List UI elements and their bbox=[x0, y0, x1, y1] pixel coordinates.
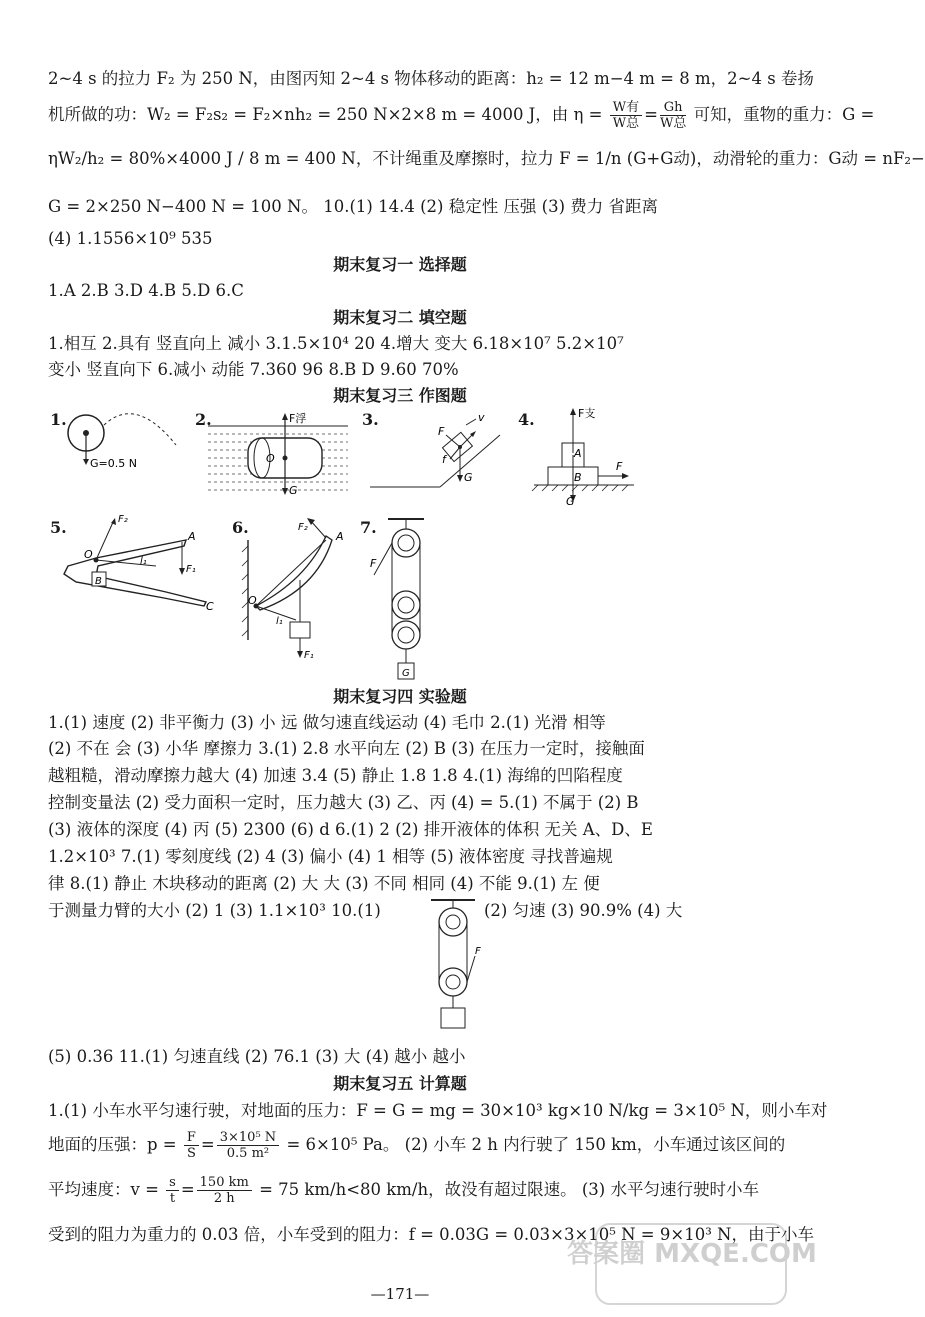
text-line: (4) 1.1556×10⁹ 535 bbox=[48, 229, 213, 248]
force-label: f bbox=[442, 453, 446, 466]
answer-line: 地面的压强：p = $\frac{F}{S}$ = $\frac{\text{3×10⁵ N}}{\text{0.5 m²}}$ = 6×10⁵ Pa。 (2) 小车 2 h 内行驶了 150 km，小车通过该区间的 bbox=[48, 1130, 786, 1161]
figure-5 bbox=[56, 510, 226, 613]
point-label: A bbox=[188, 530, 196, 543]
figure-4 bbox=[530, 405, 640, 508]
point-label: A bbox=[336, 530, 344, 543]
answer-line: (3) 液体的深度 (4) 丙 (5) 2300 (6) d 6.(1) 2 (2) 排开液体的体积 无关 A、D、E bbox=[48, 820, 653, 839]
point-label: C bbox=[206, 600, 214, 613]
force-label: F bbox=[370, 557, 377, 570]
answer-line: 1.(1) 小车水平匀速行驶，对地面的压力：F = G = mg = 30×10³ kg×10 N/kg = 3×10⁵ N，则小车对 bbox=[48, 1101, 828, 1120]
figure-label: 1. bbox=[50, 410, 67, 429]
force-label: F bbox=[438, 425, 445, 438]
figure-label: 3. bbox=[362, 410, 379, 429]
answer-line: 受到的阻力为重力的 0.03 倍，小车受到的阻力：f = 0.03G = 0.03×3×10⁵ N = 9×10³ N，由于小车 bbox=[48, 1225, 814, 1244]
answer-line: 变小 竖直向下 6.减小 动能 7.360 96 8.B D 9.60 70% bbox=[48, 360, 459, 379]
force-label: F₂ bbox=[298, 522, 308, 533]
answer-line: (2) 不在 会 (3) 小华 摩擦力 3.(1) 2.8 水平向左 (2) B (3) 在压力一定时，接触面 bbox=[48, 739, 645, 758]
force-label: F支 bbox=[578, 407, 596, 420]
text-line: 2~4 s 的拉力 F₂ 为 250 N，由图丙知 2~4 s 物体移动的距离：h₂ = 12 m−4 m = 8 m，2~4 s 卷扬 bbox=[48, 69, 814, 88]
fraction bbox=[660, 100, 686, 131]
force-label: G bbox=[289, 484, 298, 497]
fraction bbox=[184, 1130, 199, 1161]
frac-num: 3×10⁵ N bbox=[217, 1130, 279, 1146]
point-label: O bbox=[248, 594, 257, 607]
text-span: 平均速度：v = bbox=[48, 1180, 159, 1199]
figure-6 bbox=[236, 510, 356, 660]
answer-line: 律 8.(1) 静止 木块移动的距离 (2) 大 大 (3) 不同 相同 (4) 不能 9.(1) 左 便 bbox=[48, 874, 600, 893]
answer-line: 1.相互 2.具有 竖直向上 减小 3.1.5×10⁴ 20 4.增大 变大 6.18×10⁷ 5.2×10⁷ bbox=[48, 334, 624, 353]
figure-3 bbox=[370, 405, 510, 495]
frac-den: 2 h bbox=[213, 1191, 235, 1206]
fraction bbox=[217, 1130, 279, 1161]
force-label: F₁ bbox=[304, 650, 314, 661]
point-label: O bbox=[266, 452, 275, 465]
frac-num: Gh bbox=[660, 100, 686, 116]
frac-den: W总 bbox=[612, 116, 640, 131]
label: v bbox=[478, 411, 485, 424]
force-label: G bbox=[566, 495, 575, 508]
watermark-logo bbox=[567, 1218, 817, 1310]
figure-label: 4. bbox=[518, 410, 535, 429]
answer-line: 1.(1) 速度 (2) 非平衡力 (3) 小 远 做匀速直线运动 (4) 毛巾 2.(1) 光滑 相等 bbox=[48, 713, 606, 732]
force-label: F bbox=[475, 946, 481, 957]
frac-den: 0.5 m² bbox=[226, 1146, 270, 1161]
text-span: = 75 km/h<80 km/h，故没有超过限速。 (3) 水平匀速行驶时小车 bbox=[259, 1180, 759, 1199]
answer-line: 1.A 2.B 3.D 4.B 5.D 6.C bbox=[48, 281, 244, 300]
figure-2 bbox=[208, 408, 348, 498]
frac-num: s bbox=[166, 1175, 179, 1191]
frac-num: W有 bbox=[610, 100, 642, 116]
watermark-text: 答案圈 MXQE.COM bbox=[567, 1239, 817, 1269]
fraction bbox=[610, 100, 642, 131]
figure-label: 5. bbox=[50, 518, 67, 537]
figure-1 bbox=[56, 405, 186, 475]
figure-label: 2. bbox=[195, 410, 212, 429]
force-label: G=0.5 N bbox=[90, 457, 137, 470]
arm-label: l₁ bbox=[276, 616, 283, 627]
page-number: —171— bbox=[370, 1285, 430, 1303]
force-label: F bbox=[616, 460, 623, 473]
pulley-figure bbox=[425, 896, 485, 1036]
block-label: A bbox=[574, 447, 582, 460]
answer-line: 于测量力臂的大小 (2) 1 (3) 1.1×10³ 10.(1) bbox=[48, 901, 381, 920]
answer-line: (2) 匀速 (3) 90.9% (4) 大 bbox=[484, 901, 683, 920]
answer-line: (5) 0.36 11.(1) 匀速直线 (2) 76.1 (3) 大 (4) 越小 越小 bbox=[48, 1047, 466, 1066]
figure-label: 6. bbox=[232, 518, 249, 537]
text-span: 地面的压强：p = bbox=[48, 1135, 177, 1154]
text-line: G = 2×250 N−400 N = 100 N。 10.(1) 14.4 (2) 稳定性 压强 (3) 费力 省距离 bbox=[48, 197, 659, 216]
answer-line: 越粗糙，滑动摩擦力越大 (4) 加速 3.4 (5) 静止 1.8 1.8 4.(1) 海绵的凹陷程度 bbox=[48, 766, 623, 785]
answer-line: 1.2×10³ 7.(1) 零刻度线 (2) 4 (3) 偏小 (4) 1 相等 (5) 液体密度 寻找普遍规 bbox=[48, 847, 613, 866]
fraction bbox=[197, 1175, 252, 1206]
fraction bbox=[166, 1175, 179, 1206]
figure-label: 7. bbox=[360, 518, 377, 537]
force-label: F₁ bbox=[186, 564, 196, 575]
text-line: ηW₂/h₂ = 80%×4000 J / 8 m = 400 N，不计绳重及摩擦时，拉力 F = 1/n (G+G动)，动滑轮的重力：G动 = nF₂− bbox=[48, 149, 925, 168]
section-title: 期末复习二 填空题 bbox=[333, 308, 467, 327]
frac-num: F bbox=[184, 1130, 199, 1146]
arm-label: l₁ bbox=[140, 556, 147, 567]
section-title: 期末复习三 作图题 bbox=[333, 386, 467, 405]
point-label: B bbox=[95, 576, 102, 587]
frac-den: W总 bbox=[659, 116, 687, 131]
frac-den: t bbox=[169, 1191, 176, 1206]
section-title: 期末复习五 计算题 bbox=[333, 1074, 467, 1093]
text-line: 机所做的功：W₂ = F₂s₂ = F₂×nh₂ = 250 N×2×8 m = 4000 J，由 η = $\frac{\text{W有}}{\text{W总}}$ = $\frac{Gh}{\text{W总}}$ 可知，重物的重力：G = bbox=[48, 100, 875, 131]
weight-label: G bbox=[402, 668, 410, 679]
point-label: O bbox=[84, 548, 93, 561]
text-span: = 6×10⁵ Pa。 (2) 小车 2 h 内行驶了 150 km，小车通过该区间的 bbox=[286, 1135, 786, 1154]
figure-7 bbox=[368, 515, 448, 685]
frac-den: S bbox=[186, 1146, 196, 1161]
force-label: G bbox=[464, 471, 473, 484]
force-label: F₂ bbox=[118, 514, 128, 525]
text-span: 可知，重物的重力：G = bbox=[693, 105, 875, 124]
section-title: 期末复习四 实验题 bbox=[333, 687, 467, 706]
text-span: 机所做的功：W₂ = F₂s₂ = F₂×nh₂ = 250 N×2×8 m = 4000 J，由 η = bbox=[48, 105, 603, 124]
frac-num: 150 km bbox=[197, 1175, 252, 1191]
answer-line: 平均速度：v = $\frac{s}{t}$ = $\frac{150 km}{2 h}$ = 75 km/h<80 km/h，故没有超过限速。 (3) 水平匀速行驶时小车 bbox=[48, 1175, 759, 1206]
section-title: 期末复习一 选择题 bbox=[333, 255, 467, 274]
block-label: B bbox=[574, 471, 582, 484]
answer-line: 控制变量法 (2) 受力面积一定时，压力越大 (3) 乙、丙 (4) = 5.(1) 不属于 (2) B bbox=[48, 793, 639, 812]
force-label: F浮 bbox=[289, 412, 307, 425]
